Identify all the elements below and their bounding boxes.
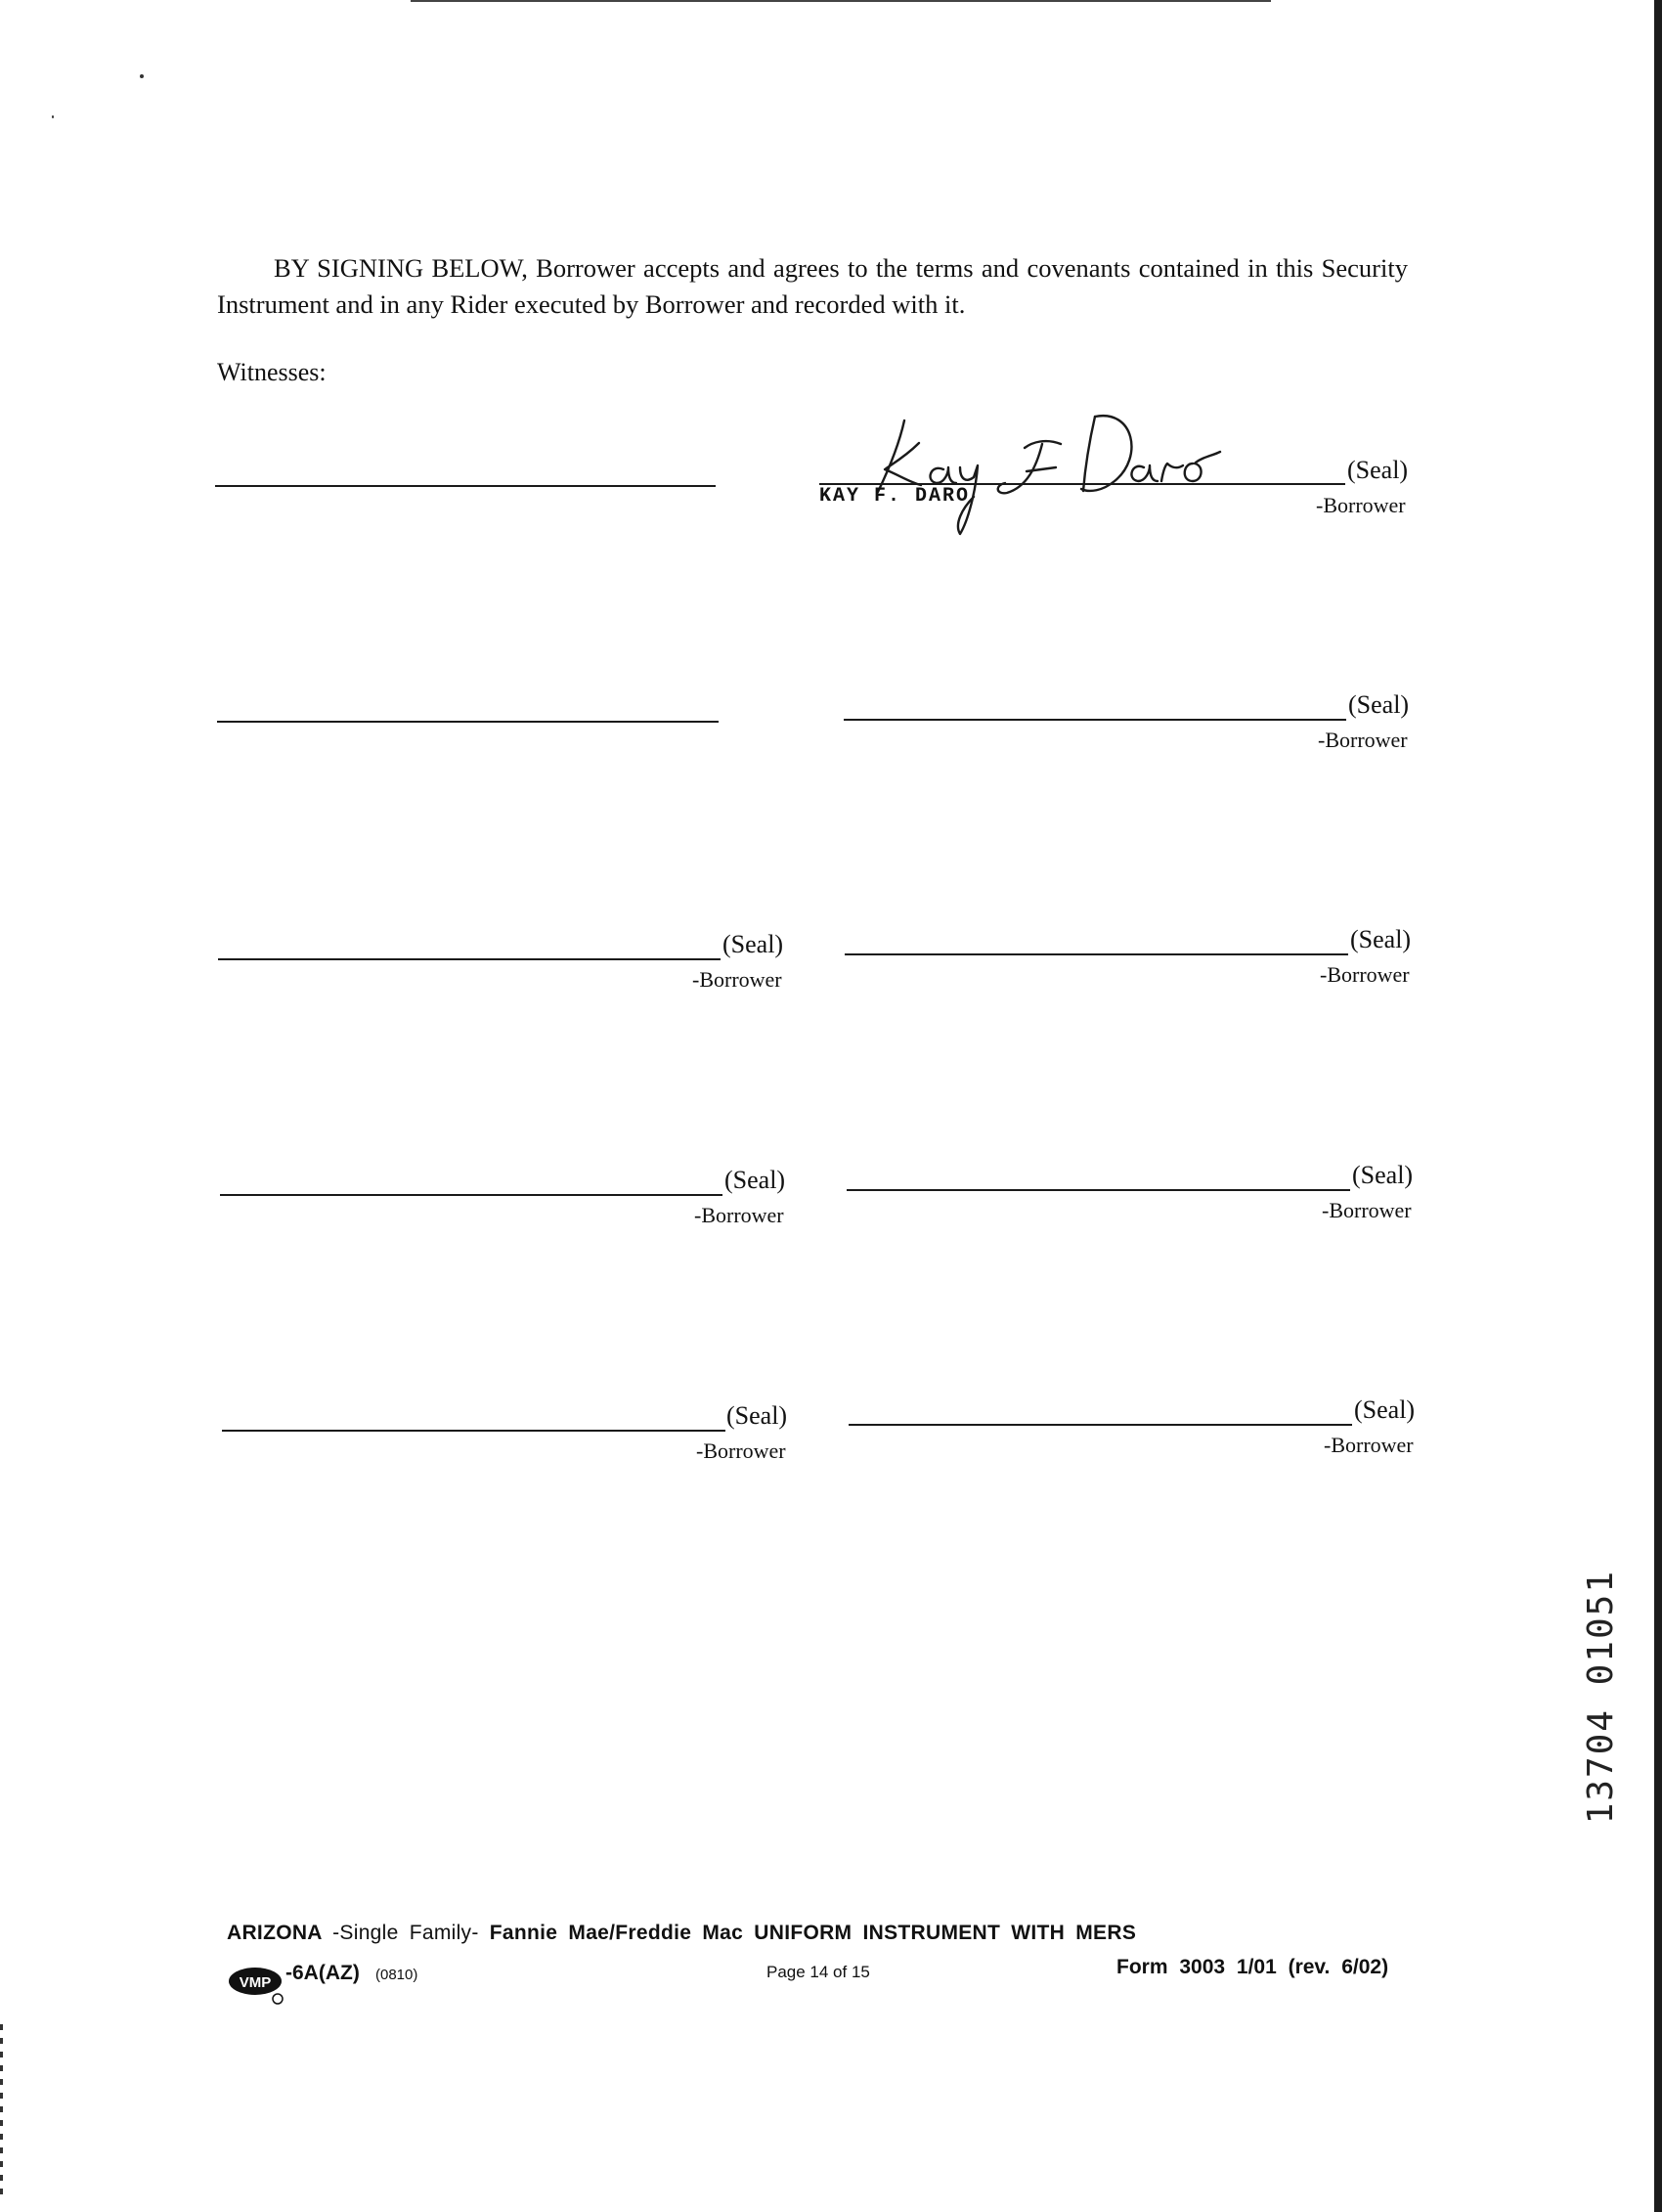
witness-signature-line[interactable] [217,721,719,723]
scan-speck [52,115,54,118]
seal-label: (Seal) [1347,456,1409,484]
borrower-signature-line[interactable] [220,1194,722,1196]
footer-form-title [227,1922,1136,1945]
witness-signature-line[interactable] [215,485,716,487]
borrower-label: -Borrower [1324,1433,1414,1457]
acceptance-paragraph: BY SIGNING BELOW, Borrower accepts and agrees to the terms and covenants contained in this Security Instrument and in any Rider executed by Borrower and recorded with it. [217,253,1408,319]
scan-edge-marks [0,2024,3,2200]
seal-label: (Seal) [1350,925,1412,953]
borrower-signature-line[interactable] [849,1424,1352,1426]
borrower-label: -Borrower [1318,728,1408,752]
form-date: (0810) [375,1967,418,1983]
vmp-logo-text: VMP [239,1974,272,1991]
recording-number-stamp: 13704 01051 [1581,1570,1621,1825]
borrower-label: -Borrower [696,1438,786,1463]
witnesses-label: Witnesses: [217,358,327,386]
seal-label: (Seal) [722,930,784,958]
form-code: -6A(AZ) [285,1962,360,1984]
borrower-handwritten-signature [851,399,1251,546]
top-rule [411,0,1271,2]
footer-state: ARIZONA [227,1922,322,1944]
borrower-label: -Borrower [692,967,782,992]
borrower-signature-line[interactable] [847,1189,1350,1191]
borrower-label: -Borrower [1316,493,1406,517]
seal-label: (Seal) [1348,690,1410,719]
vmp-logo [227,1964,285,2005]
seal-label: (Seal) [1352,1161,1414,1189]
footer-single-family: -Single Family- [332,1922,479,1944]
borrower-label: -Borrower [1320,962,1410,987]
page-number: Page 14 of 15 [766,1963,870,1981]
borrower-typed-name: KAY F. DARO [819,485,971,508]
scan-speck [140,74,144,78]
borrower-signature-line[interactable] [844,719,1346,721]
borrower-signature-line[interactable] [845,953,1348,955]
borrower-label: -Borrower [694,1203,784,1227]
footer-instrument: Fannie Mae/Freddie Mac UNIFORM INSTRUMENT WITH MERS [489,1922,1137,1944]
seal-label: (Seal) [1354,1395,1416,1424]
scan-edge [1654,0,1662,2212]
seal-label: (Seal) [724,1166,786,1194]
borrower-label: -Borrower [1322,1198,1412,1222]
form-number: Form 3003 1/01 (rev. 6/02) [1116,1956,1389,1978]
borrower-signature-line[interactable] [222,1430,725,1432]
seal-label: (Seal) [726,1401,788,1430]
borrower-signature-line[interactable] [218,958,721,960]
